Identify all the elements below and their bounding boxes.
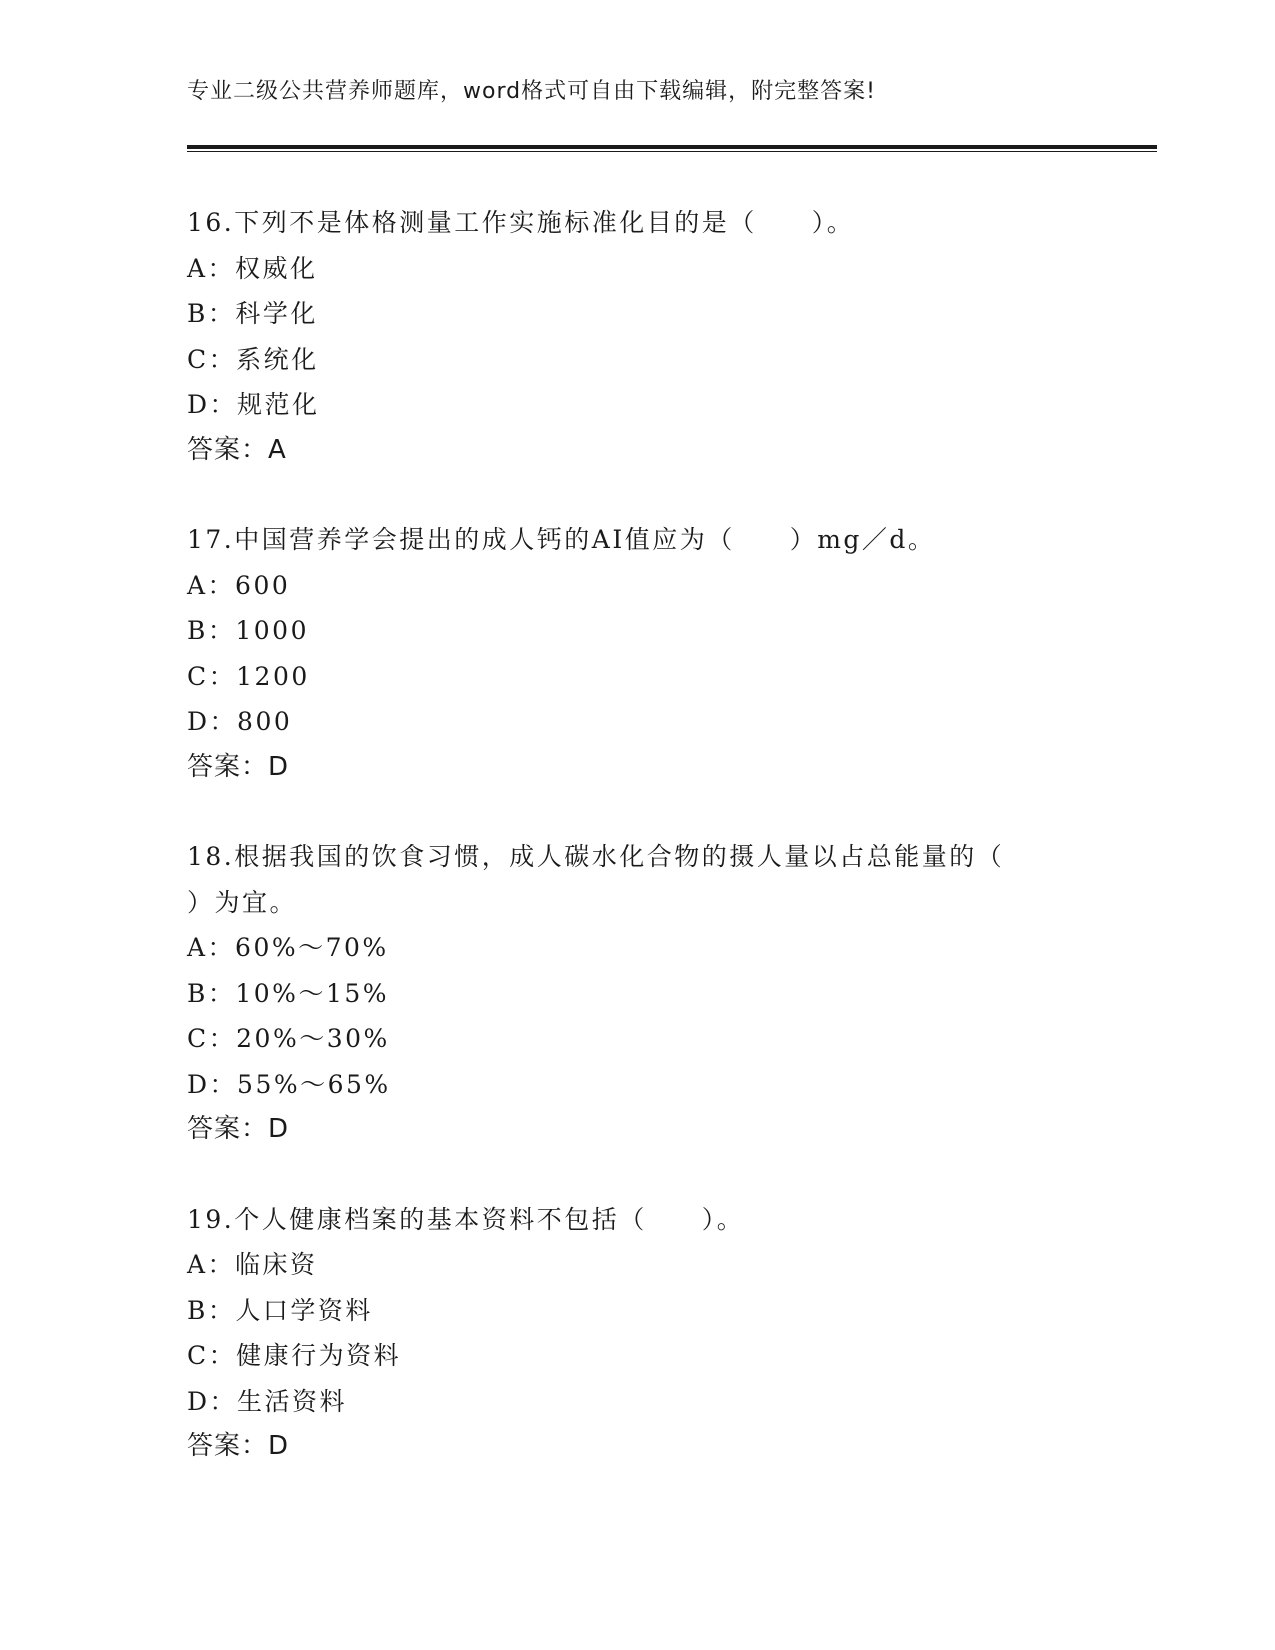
question-18	[187, 834, 1087, 1153]
option-c: C：20%～30%	[187, 1024, 390, 1053]
option-a: A：权威化	[187, 253, 318, 283]
option-d: D：规范化	[187, 390, 320, 419]
answer-value: D	[268, 751, 290, 782]
answer-line	[187, 428, 1087, 474]
option-c: C：1200	[187, 661, 310, 691]
question-list	[187, 200, 1087, 1514]
answer-prefix: 答案：	[187, 434, 269, 465]
answer-line	[187, 1424, 1087, 1470]
answer-line	[187, 745, 1087, 791]
question-17	[187, 517, 1087, 790]
option-b: B：人口学资料	[187, 1295, 373, 1325]
option-d: D：800	[187, 707, 293, 736]
question-stem: 19.个人健康档案的基本资料不包括（ ）。	[187, 1204, 745, 1234]
option-b: B：科学化	[187, 299, 318, 328]
option-c: C：系统化	[187, 344, 319, 374]
header-rule-thin	[187, 151, 1157, 152]
option-a: A：临床资	[187, 1250, 318, 1279]
question-stem-line-2: ）为宜。	[187, 887, 298, 917]
question-stem-line-1: 18.根据我国的饮食习惯，成人碳水化合物的摄人量以占总能量的（	[187, 842, 1005, 871]
question-stem: 16.下列不是体格测量工作实施标准化目的是（ ）。	[187, 208, 855, 237]
header-rule-thick	[187, 145, 1157, 149]
page-header-title: 专业二级公共营养师题库，word格式可自由下载编辑，附完整答案!	[187, 79, 876, 104]
question-stem: 17.中国营养学会提出的成人钙的AI值应为（ ）mg／d。	[187, 525, 936, 554]
answer-line	[187, 1107, 1087, 1153]
option-b: B：1000	[187, 616, 309, 645]
option-d: D：生活资料	[187, 1386, 348, 1416]
question-19	[187, 1197, 1087, 1470]
option-d: D：55%～65%	[187, 1069, 391, 1099]
option-b: B：10%～15%	[187, 978, 390, 1008]
answer-prefix: 答案：	[187, 751, 269, 782]
option-a: A：60%～70%	[187, 933, 389, 962]
answer-value: D	[268, 1431, 290, 1461]
option-a: A：600	[187, 570, 291, 600]
answer-value: D	[268, 1114, 290, 1144]
answer-prefix: 答案：	[187, 1431, 269, 1461]
answer-prefix: 答案：	[187, 1114, 269, 1144]
question-16	[187, 200, 1087, 473]
answer-value: A	[268, 434, 287, 465]
option-c: C：健康行为资料	[187, 1341, 402, 1370]
